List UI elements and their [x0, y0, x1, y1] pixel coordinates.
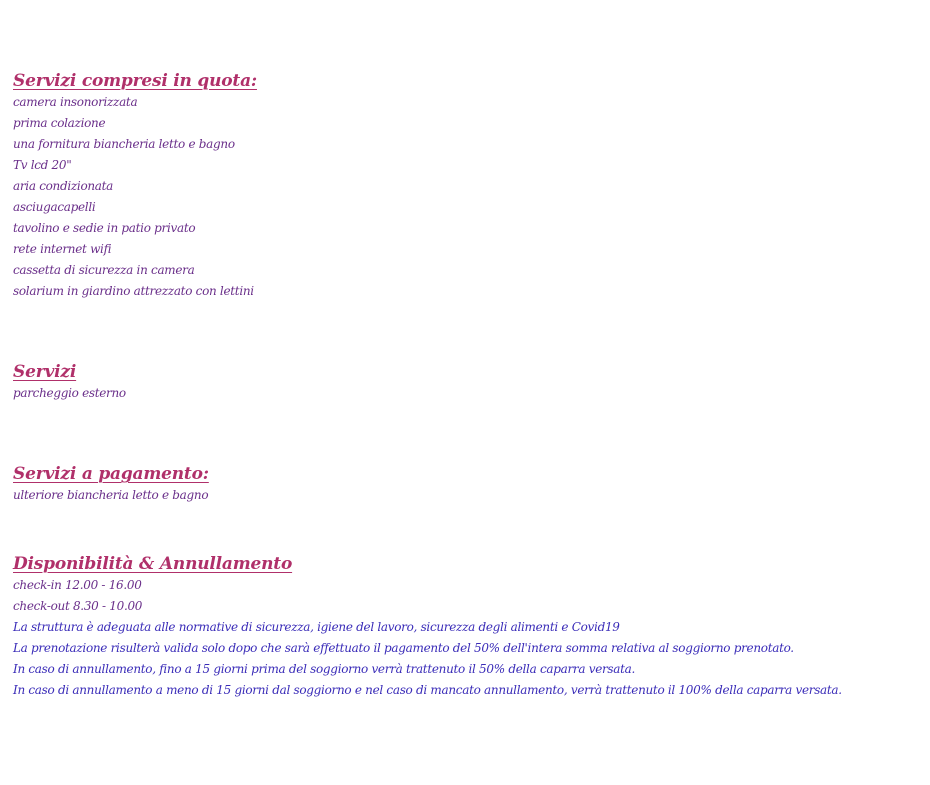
heading-servizi: Servizi	[13, 362, 77, 382]
heading-disponibilita: Disponibilità & Annullamento	[13, 554, 293, 574]
list-item: parcheggio esterno	[13, 386, 126, 400]
list-item: ulteriore biancheria letto e bagno	[13, 488, 209, 502]
list-item: cassetta di sicurezza in camera	[13, 263, 195, 277]
paragraph-annullamento-15-giorni: In caso di annullamento, fino a 15 giorni prima del soggiorno verrà trattenuto il 50% della caparra versata.	[13, 662, 636, 676]
list-item: Tv lcd 20"	[13, 158, 72, 172]
list-item: rete internet wifi	[13, 242, 112, 256]
paragraph-sicurezza: La struttura è adeguata alle normative di sicurezza, igiene del lavoro, sicurezza degli alimenti e Covid19	[13, 620, 620, 634]
list-item: una fornitura biancheria letto e bagno	[13, 137, 235, 151]
section-disponibilita	[13, 553, 918, 701]
list-item: camera insonorizzata	[13, 95, 138, 109]
checkin-time: check-in 12.00 - 16.00	[13, 578, 142, 592]
section-servizi	[13, 361, 918, 404]
paragraph-annullamento-meno-15-giorni: In caso di annullamento a meno di 15 giorni dal soggiorno e nel caso di mancato annullamento, verrà trattenuto il 100% della caparra versata.	[13, 683, 842, 697]
heading-servizi-pagamento: Servizi a pagamento:	[13, 464, 209, 484]
section-servizi-pagamento	[13, 463, 918, 506]
checkout-time: check-out 8.30 - 10.00	[13, 599, 143, 613]
heading-servizi-compresi: Servizi compresi in quota:	[13, 71, 257, 91]
list-item: asciugacapelli	[13, 200, 96, 214]
list-item: aria condizionata	[13, 179, 114, 193]
section-servizi-compresi	[13, 70, 918, 302]
list-item: prima colazione	[13, 116, 106, 130]
paragraph-prenotazione: La prenotazione risulterà valida solo dopo che sarà effettuato il pagamento del 50% dell'intera somma relativa al soggiorno prenotato.	[13, 641, 794, 655]
list-servizi-compresi	[13, 92, 918, 302]
list-item: tavolino e sedie in patio privato	[13, 221, 196, 235]
list-item: solarium in giardino attrezzato con lettini	[13, 284, 254, 298]
